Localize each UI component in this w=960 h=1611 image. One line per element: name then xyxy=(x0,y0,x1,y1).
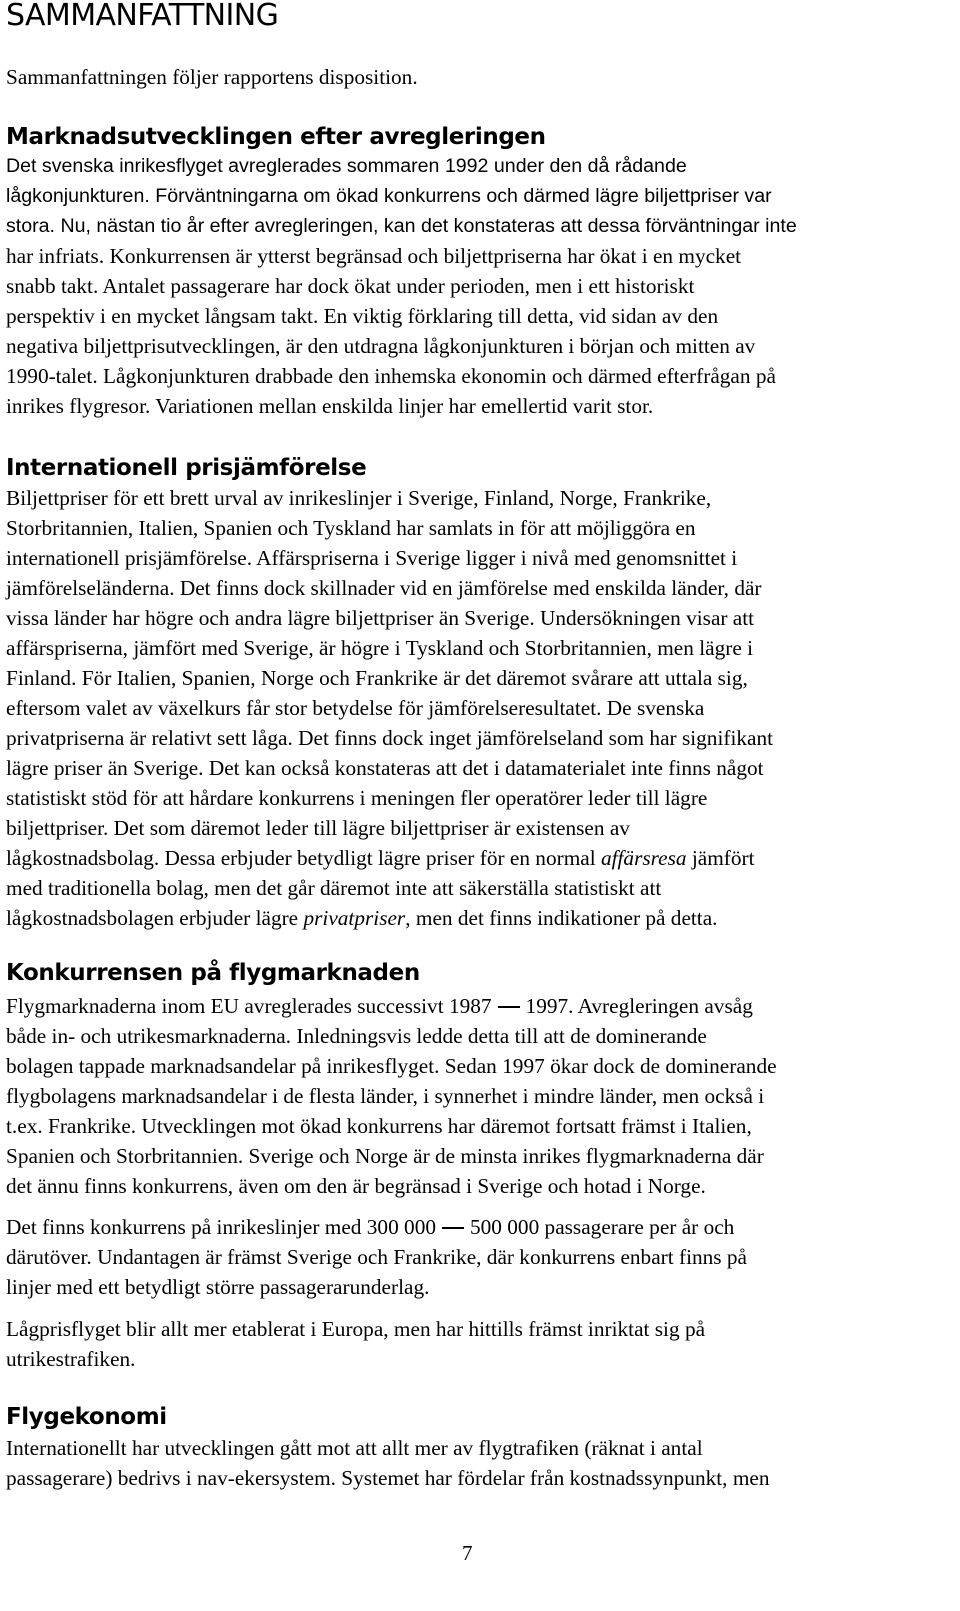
text-line xyxy=(6,991,948,1021)
text-run: Flygmarknaderna inom EU avreglerades successivt 1987 xyxy=(6,994,492,1018)
text-line: 1990-talet. Lågkonjunkturen drabbade den inhemska ekonomin och därmed efterfrågan på xyxy=(6,364,776,388)
text-line: passagerare) bedrivs i nav-ekersystem. Systemet har fördelar från kostnadssynpunkt, men xyxy=(6,1466,770,1490)
text-line: eftersom valet av växelkurs får stor betydelse för jämförelseresultatet. De svenska xyxy=(6,696,705,720)
text-line: t.ex. Frankrike. Utvecklingen mot ökad konkurrens har däremot fortsatt främst i Italien, xyxy=(6,1114,752,1138)
text-line: Det svenska inrikesflyget avreglerades sommaren 1992 under den då rådande xyxy=(6,155,687,177)
text-line: snabb takt. Antalet passagerare har dock ökat under perioden, men i ett historiskt xyxy=(6,274,695,298)
range-dash xyxy=(498,1006,520,1008)
text-line: biljettpriser. Det som däremot leder till lägre biljettpriser är existensen av xyxy=(6,816,630,840)
section-paragraph xyxy=(6,1212,948,1302)
text-line xyxy=(6,903,948,933)
text-run: jämfört xyxy=(686,846,755,870)
text-line: Finland. För Italien, Spanien, Norge och Frankrike är det däremot svårare att uttala sig, xyxy=(6,666,748,690)
text-line: stora. Nu, nästan tio år efter avregleringen, kan det konstateras att dessa förväntningar inte xyxy=(6,215,797,237)
text-run: Det finns konkurrens på inrikeslinjer med 300 000 xyxy=(6,1215,436,1239)
text-line: Lågprisflyget blir allt mer etablerat i Europa, men har hittills främst inriktat sig på xyxy=(6,1317,706,1341)
section-paragraph xyxy=(6,483,948,933)
text-line: lågkonjunkturen. Förväntningarna om ökad konkurrens och därmed lägre biljettpriser var xyxy=(6,185,772,207)
text-line: linjer med ett betydligt större passagerarunderlag. xyxy=(6,1275,430,1299)
emphasis-text: affärsresa xyxy=(600,846,687,870)
section-paragraph xyxy=(6,1314,948,1374)
text-line: lägre priser än Sverige. Det kan också konstateras att det i datamaterialet inte finns något xyxy=(6,756,764,780)
text-line: Sammanfattningen följer rapportens disposition. xyxy=(6,65,418,89)
section-heading-prisjamforelse: Internationell prisjämförelse xyxy=(6,455,367,481)
text-line: Storbritannien, Italien, Spanien och Tyskland har samlats in för att möjliggöra en xyxy=(6,516,696,540)
section-paragraph xyxy=(6,991,948,1201)
section-paragraph xyxy=(6,1433,948,1493)
section-heading-marknadsutveckling: Marknadsutvecklingen efter avregleringen xyxy=(6,124,546,150)
text-line: jämförelseländerna. Det finns dock skillnader vid en jämförelse med enskilda länder, där xyxy=(6,576,762,600)
text-line: bolagen tappade marknadsandelar på inrikesflyget. Sedan 1997 ökar dock de dominerande xyxy=(6,1054,777,1078)
text-line: inrikes flygresor. Variationen mellan enskilda linjer har emellertid varit stor. xyxy=(6,394,654,418)
text-run: 1997. Avregleringen avsåg xyxy=(525,994,753,1018)
text-line xyxy=(6,1212,948,1242)
text-line: privatpriserna är relativt sett låga. Det finns dock inget jämförelseland som har signifikant xyxy=(6,726,774,750)
text-line xyxy=(6,843,948,873)
text-line: därutöver. Undantagen är främst Sverige och Frankrike, där konkurrens enbart finns på xyxy=(6,1245,748,1269)
text-line: perspektiv i en mycket långsam takt. En viktig förklaring till detta, vid sidan av den xyxy=(6,304,719,328)
text-run: lågkostnadsbolagen erbjuder lägre xyxy=(6,906,304,930)
document-title: SAMMANFATTNING xyxy=(6,0,279,33)
emphasis-text: privatpriser xyxy=(303,906,406,930)
text-line: Spanien och Storbritannien. Sverige och Norge är de minsta inrikes flygmarknaderna där xyxy=(6,1144,764,1168)
range-dash xyxy=(442,1227,464,1229)
text-line: affärspriserna, jämfört med Sverige, är högre i Tyskland och Storbritannien, men lägre i xyxy=(6,636,754,660)
text-line: statistiskt stöd för att hårdare konkurrens i meningen fler operatörer leder till lägre xyxy=(6,786,708,810)
intro-paragraph xyxy=(6,62,948,92)
text-line: negativa biljettprisutvecklingen, är den utdragna lågkonjunkturen i början och mitten av xyxy=(6,334,756,358)
text-line: flygbolagens marknadsandelar i de flesta länder, i synnerhet i mindre länder, men också i xyxy=(6,1084,765,1108)
page-number: 7 xyxy=(462,1541,473,1565)
text-line: vissa länder har högre och andra lägre biljettpriser än Sverige. Undersökningen visar att xyxy=(6,606,755,630)
text-run: 500 000 passagerare per år och xyxy=(470,1215,735,1239)
section-paragraph xyxy=(6,151,948,421)
text-line: det ännu finns konkurrens, även om den är begränsad i Sverige och hotad i Norge. xyxy=(6,1174,706,1198)
section-heading-konkurrens: Konkurrensen på flygmarknaden xyxy=(6,960,420,986)
text-line: både in- och utrikesmarknaderna. Inledningsvis ledde detta till att de dominerande xyxy=(6,1024,707,1048)
section-heading-flygekonomi: Flygekonomi xyxy=(6,1404,167,1430)
text-run: lågkostnadsbolag. Dessa erbjuder betydligt lägre priser för en normal xyxy=(6,846,601,870)
text-line: har infriats. Konkurrensen är ytterst begränsad och biljettpriserna har ökat i en mycket xyxy=(6,244,742,268)
text-line: Biljettpriser för ett brett urval av inrikeslinjer i Sverige, Finland, Norge, Frankrike, xyxy=(6,486,712,510)
text-line: med traditionella bolag, men det går däremot inte att säkerställa statistiskt att xyxy=(6,876,662,900)
text-run: , men det finns indikationer på detta. xyxy=(405,906,718,930)
text-line: utrikestrafiken. xyxy=(6,1347,136,1371)
text-line: internationell prisjämförelse. Affärspriserna i Sverige ligger i nivå med genomsnittet i xyxy=(6,546,738,570)
text-line: Internationellt har utvecklingen gått mot att allt mer av flygtrafiken (räknat i antal xyxy=(6,1436,703,1460)
